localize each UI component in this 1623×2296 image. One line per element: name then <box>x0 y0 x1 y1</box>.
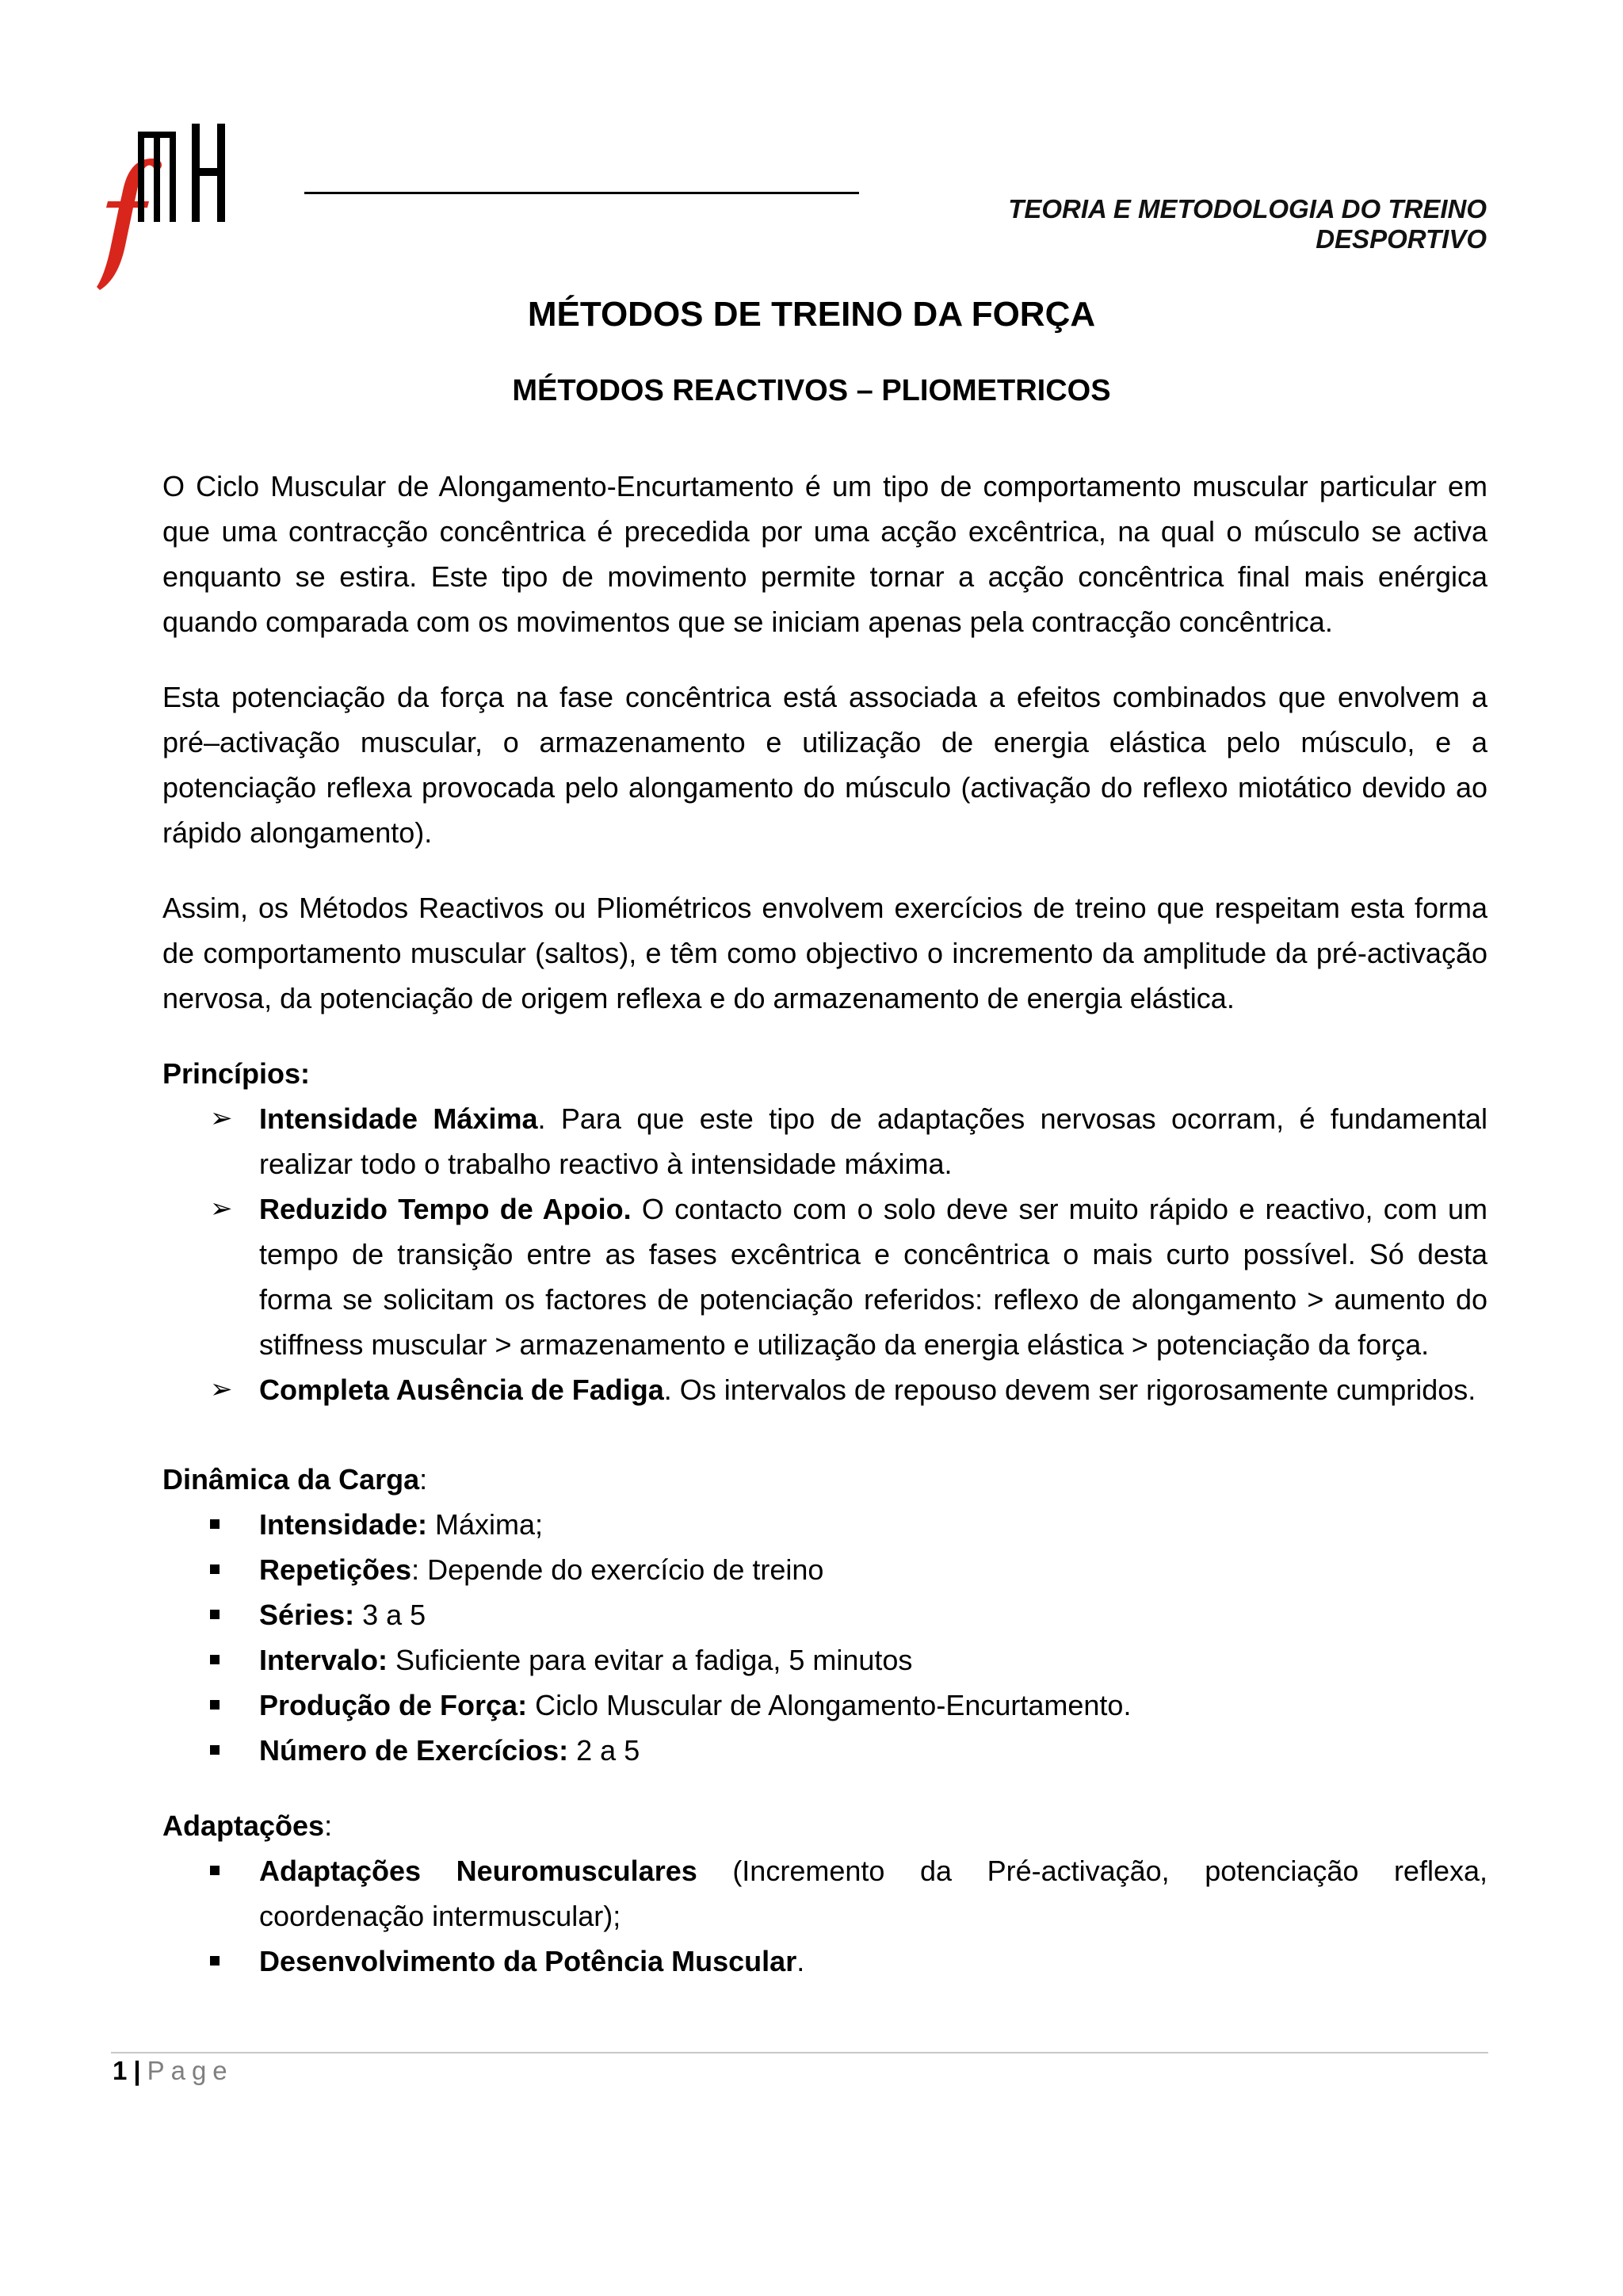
footer-rule <box>111 2052 1488 2053</box>
header-rule <box>304 192 859 194</box>
square-bullet-icon <box>210 1610 220 1619</box>
item-term: Adaptações Neuromusculares <box>259 1855 697 1887</box>
square-bullet-icon <box>210 1655 220 1664</box>
load-heading <box>162 1457 1487 1502</box>
item-text: (Incremento da Pré-activação, potenciação reflexa, coordenação intermuscular); <box>259 1855 1487 1932</box>
item-term: Número de Exercícios: <box>259 1734 569 1767</box>
item-text: Ciclo Muscular de Alongamento-Encurtamento. <box>527 1689 1132 1721</box>
fmh-logo <box>55 119 254 293</box>
item-text: O contacto com o solo deve ser muito rápido e reactivo, com um tempo de transição entre as fases excêntrica e concêntrica o mais curto possível. Só desta forma se solicitam os factores de potenciação referidos: reflexo de alongamento > aumento do stiffness muscular > armazenamento e utilização da energia elástica > potenciação da força. <box>259 1193 1487 1361</box>
item-text: . <box>796 1945 805 1977</box>
list-item <box>162 1637 1487 1683</box>
list-item <box>162 1848 1487 1939</box>
page-footer <box>113 2056 234 2086</box>
item-term: Intervalo: <box>259 1644 388 1676</box>
principles-heading: Princípios: <box>162 1057 311 1090</box>
list-item <box>162 1096 1487 1186</box>
item-text: . Os intervalos de repouso devem ser rigorosamente cumpridos. <box>663 1373 1476 1406</box>
item-text: Suficiente para evitar a fadiga, 5 minutos <box>388 1644 913 1676</box>
adaptations-list <box>162 1848 1487 1984</box>
list-item <box>162 1728 1487 1773</box>
item-text: 3 a 5 <box>354 1599 426 1631</box>
list-item <box>162 1683 1487 1728</box>
document-body <box>162 464 1487 1984</box>
item-term: Produção de Força: <box>259 1689 528 1721</box>
paragraph: Esta potenciação da força na fase concêntrica está associada a efeitos combinados que envolvem a pré–activação muscular, o armazenamento e utilização de energia elástica pelo músculo, e a potenciação reflexa provocada pelo alongamento do músculo (activação do reflexo miotático devido ao rápido alongamento). <box>162 681 1487 849</box>
item-term: Intensidade: <box>259 1508 428 1541</box>
item-text: Máxima; <box>427 1508 544 1541</box>
footer-separator: | <box>133 2056 141 2085</box>
square-bullet-icon <box>210 1700 220 1710</box>
header-title: TEORIA E METODOLOGIA DO TREINO DESPORTIVO <box>1008 194 1487 254</box>
paragraph: Assim, os Métodos Reactivos ou Pliométricos envolvem exercícios de treino que respeitam esta forma de comportamento muscular (saltos), e têm como objectivo o incremento da amplitude da pré-activação nervosa, da potenciação de origem reflexa e do armazenamento de energia elástica. <box>162 892 1487 1014</box>
list-item <box>162 1186 1487 1367</box>
principles-list <box>162 1096 1487 1412</box>
item-text: 2 a 5 <box>568 1734 640 1767</box>
item-term: Séries: <box>259 1599 355 1631</box>
arrow-bullet-icon: ➢ <box>210 1103 233 1133</box>
square-bullet-icon <box>210 1866 220 1875</box>
adaptations-heading-text: Adaptações <box>162 1809 325 1842</box>
page-number: 1 <box>113 2056 128 2085</box>
document-title: MÉTODOS DE TREINO DA FORÇA <box>527 295 1096 334</box>
adaptations-heading-sep: : <box>324 1809 333 1842</box>
item-text: . Para que este tipo de adaptações nervosas ocorram, é fundamental realizar todo o trabalho reactivo à intensidade máxima. <box>259 1102 1488 1180</box>
list-item <box>162 1939 1487 1984</box>
arrow-bullet-icon: ➢ <box>210 1194 233 1224</box>
load-heading-text: Dinâmica da Carga <box>162 1463 420 1496</box>
square-bullet-icon <box>210 1956 220 1966</box>
item-term: Repetições <box>259 1553 412 1586</box>
item-text: : Depende do exercício de treino <box>411 1553 824 1586</box>
item-term: Reduzido Tempo de Apoio. <box>259 1193 632 1225</box>
arrow-bullet-icon: ➢ <box>210 1374 233 1404</box>
list-item <box>162 1367 1487 1412</box>
page-label: Page <box>147 2056 234 2085</box>
load-heading-sep: : <box>419 1463 428 1496</box>
load-list <box>162 1502 1487 1773</box>
item-term: Intensidade Máxima <box>259 1102 538 1135</box>
adaptations-heading <box>162 1803 1487 1848</box>
document-subtitle: MÉTODOS REACTIVOS – PLIOMETRICOS <box>512 374 1111 407</box>
paragraph: O Ciclo Muscular de Alongamento-Encurtamento é um tipo de comportamento muscular particular em que uma contracção concêntrica é precedida por uma acção excêntrica, na qual o músculo se activa enquanto se estira. Este tipo de movimento permite tornar a acção concêntrica final mais enérgica quando comparada com os movimentos que se iniciam apenas pela contracção concêntrica. <box>162 470 1487 638</box>
item-term: Completa Ausência de Fadiga <box>259 1373 664 1406</box>
list-item <box>162 1502 1487 1547</box>
square-bullet-icon <box>210 1564 220 1574</box>
list-item <box>162 1547 1487 1592</box>
item-term: Desenvolvimento da Potência Muscular <box>259 1945 797 1977</box>
list-item <box>162 1592 1487 1637</box>
square-bullet-icon <box>210 1519 220 1529</box>
square-bullet-icon <box>210 1745 220 1755</box>
